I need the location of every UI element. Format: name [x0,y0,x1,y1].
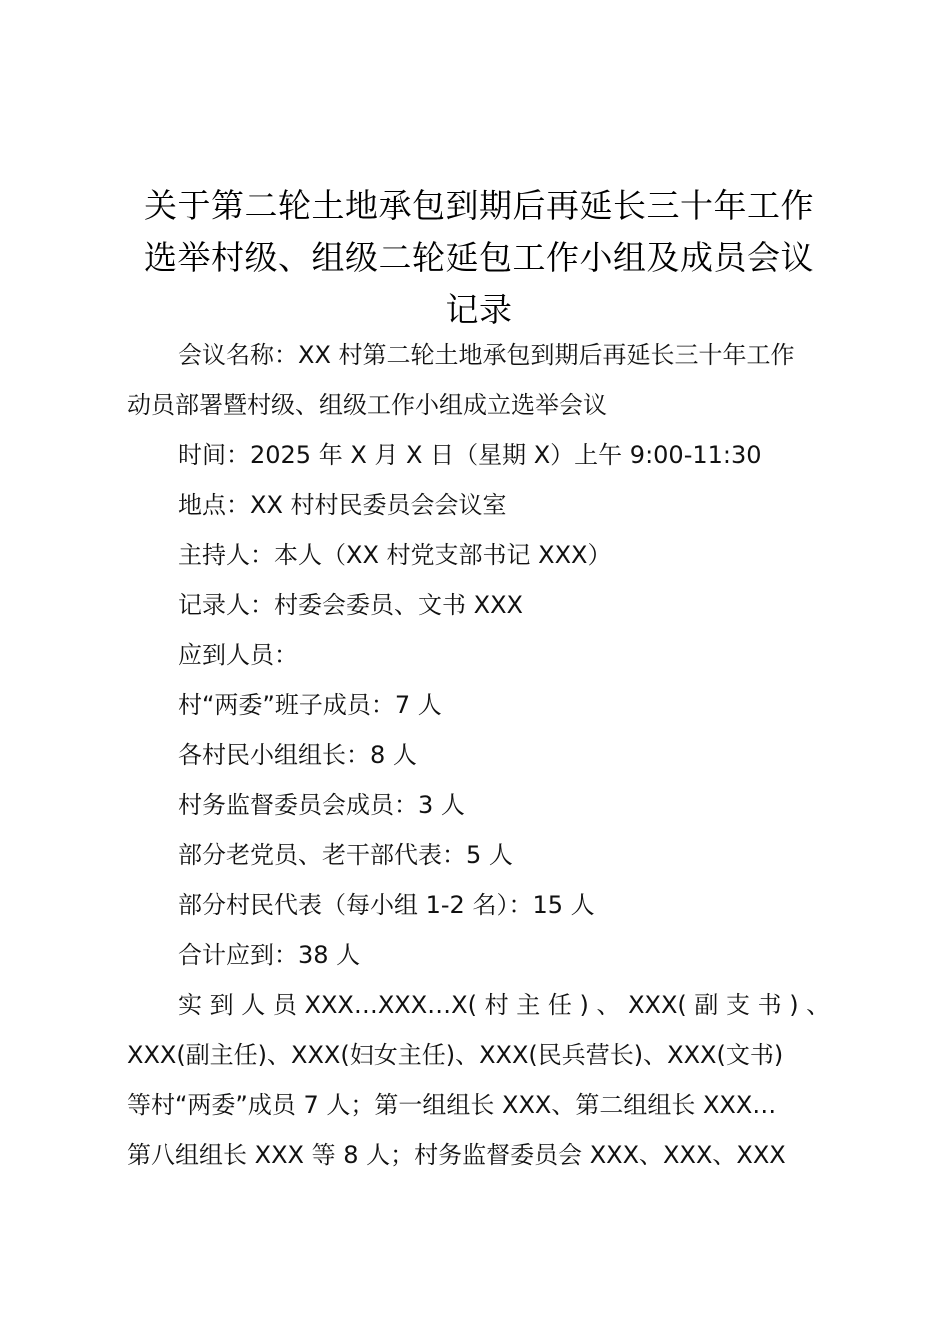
attendee-group-committee: 村“两委”班子成员：7 人 [178,691,442,719]
actual-attendees-line-1: 实 到 人 员 XXX…XXX…X( 村 主 任 ) 、 XXX( 副 支 书 ) 、 [178,991,831,1019]
title-line-1: 关于第二轮土地承包到期后再延长三十年工作 [144,186,814,225]
attendee-group-veterans: 部分老党员、老干部代表：5 人 [178,841,513,869]
meeting-time: 时间：2025 年 X 月 X 日（星期 X）上午 9:00-11:30 [178,441,762,469]
title-line-3: 记录 [445,290,513,329]
attendee-group-supervision: 村务监督委员会成员：3 人 [178,791,465,819]
actual-attendees-line-4: 第八组组长 XXX 等 8 人；村务监督委员会 XXX、XXX、XXX [127,1141,786,1169]
expected-attendees-heading: 应到人员： [178,641,298,669]
attendee-group-representatives: 部分村民代表（每小组 1-2 名）：15 人 [178,891,595,919]
attendee-group-leaders: 各村民小组组长：8 人 [178,741,417,769]
title-line-2: 选举村级、组级二轮延包工作小组及成员会议 [144,238,814,277]
expected-total: 合计应到：38 人 [178,941,361,969]
actual-attendees-line-2: XXX(副主任)、XXX(妇女主任)、XXX(民兵营长)、XXX(文书) [127,1041,784,1069]
actual-attendees-line-3: 等村“两委”成员 7 人；第一组组长 XXX、第二组组长 XXX… [127,1091,777,1119]
meeting-name-continuation: 动员部署暨村级、组级工作小组成立选举会议 [127,391,607,419]
meeting-location: 地点：XX 村村民委员会会议室 [178,491,507,519]
meeting-recorder: 记录人：村委会委员、文书 XXX [178,591,523,619]
meeting-name-line: 会议名称：XX 村第二轮土地承包到期后再延长三十年工作 [178,341,795,369]
meeting-host: 主持人：本人（XX 村党支部书记 XXX） [178,541,612,569]
document-body [127,330,837,1180]
document-title [120,180,838,336]
